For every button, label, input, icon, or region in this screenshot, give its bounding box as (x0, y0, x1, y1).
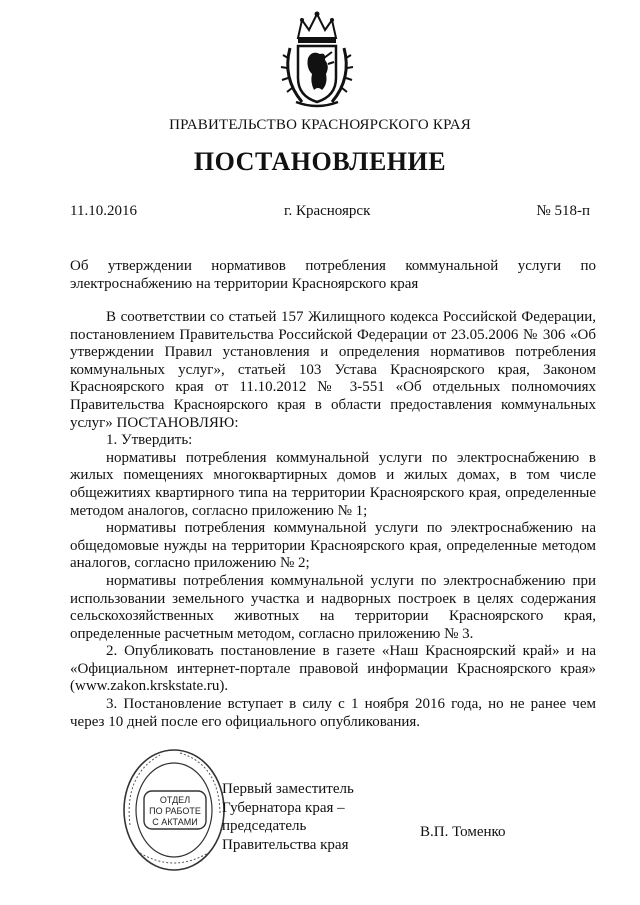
paragraph-item-1: 1. Утвердить: (106, 432, 193, 449)
signatory-position (222, 780, 354, 854)
paragraph-item-2: 2. Опубликовать постановление в газете «Наш Красноярский край» и на «Официальном интернет-портале правовой информации Красноярского края» (www.zakon.krskstate.ru). (70, 643, 596, 695)
document-date: 11.10.2016 (70, 203, 137, 219)
paragraph-item-3: 3. Постановление вступает в силу с 1 ноября 2016 года, но не ранее чем через 10 дней после его официального опубликования. (70, 696, 596, 730)
position-line: Первый заместитель (222, 781, 354, 797)
paragraph-norms-1: нормативы потребления коммунальной услуги по электроснабжению в жилых помещениях многоквартирных домов и жилых домах, в том числе общежитиях квартирного типа на территории Красноярского края, определенные методом аналогов, согласно приложению № 1; (70, 449, 596, 519)
document-city: г. Красноярск (284, 203, 371, 219)
position-line: Губернатора края – (222, 799, 345, 816)
government-name: ПРАВИТЕЛЬСТВО КРАСНОЯРСКОГО КРАЯ (169, 117, 471, 133)
document-body (70, 309, 596, 731)
paragraph-preamble: В соответствии со статьей 157 Жилищного кодекса Российской Федерации, постановлением Правительства Российской Федерации от 23.05.2006 № 306 «Об утверждении Правил установления и определения нормативов потребления коммунальных услуг», статьей 103 Устава Красноярского края, Законом Красноярского края от 11.10.2012 № 3-551 «Об отдельных полномочиях Правительства Красноярского края в области предоставления коммунальных услуг» ПОСТАНОВЛЯЮ: (70, 309, 596, 431)
position-line: председатель (222, 818, 307, 834)
document-number: № 518-п (536, 203, 590, 219)
stamp-line-2: ПО РАБОТЕ (149, 806, 201, 816)
stamp-line-3: С АКТАМИ (152, 817, 198, 827)
document-subject: Об утверждении нормативов потребления коммунальной услуги по электроснабжению на территории Красноярского края (70, 258, 596, 292)
krasnoyarsk-coat-of-arms-icon (278, 8, 356, 110)
stamp-line-1: ОТДЕЛ (159, 795, 191, 805)
position-line: Правительства края (222, 836, 349, 853)
paragraph-norms-2: нормативы потребления коммунальной услуги по электроснабжению на общедомовые нужды на территории Красноярского края, определенные методом аналогов, согласно приложению № 2; (70, 520, 596, 572)
document-title: ПОСТАНОВЛЕНИЕ (193, 147, 447, 176)
signatory-name: В.П. Томенко (420, 824, 506, 840)
official-stamp (120, 745, 228, 875)
paragraph-norms-3: нормативы потребления коммунальной услуги по электроснабжению при использовании земельного участка и надворных построек в целях содержания сельскохозяйственных животных на территории Красноярского края, определенные расчетным методом, согласно приложению № 3. (70, 572, 596, 642)
